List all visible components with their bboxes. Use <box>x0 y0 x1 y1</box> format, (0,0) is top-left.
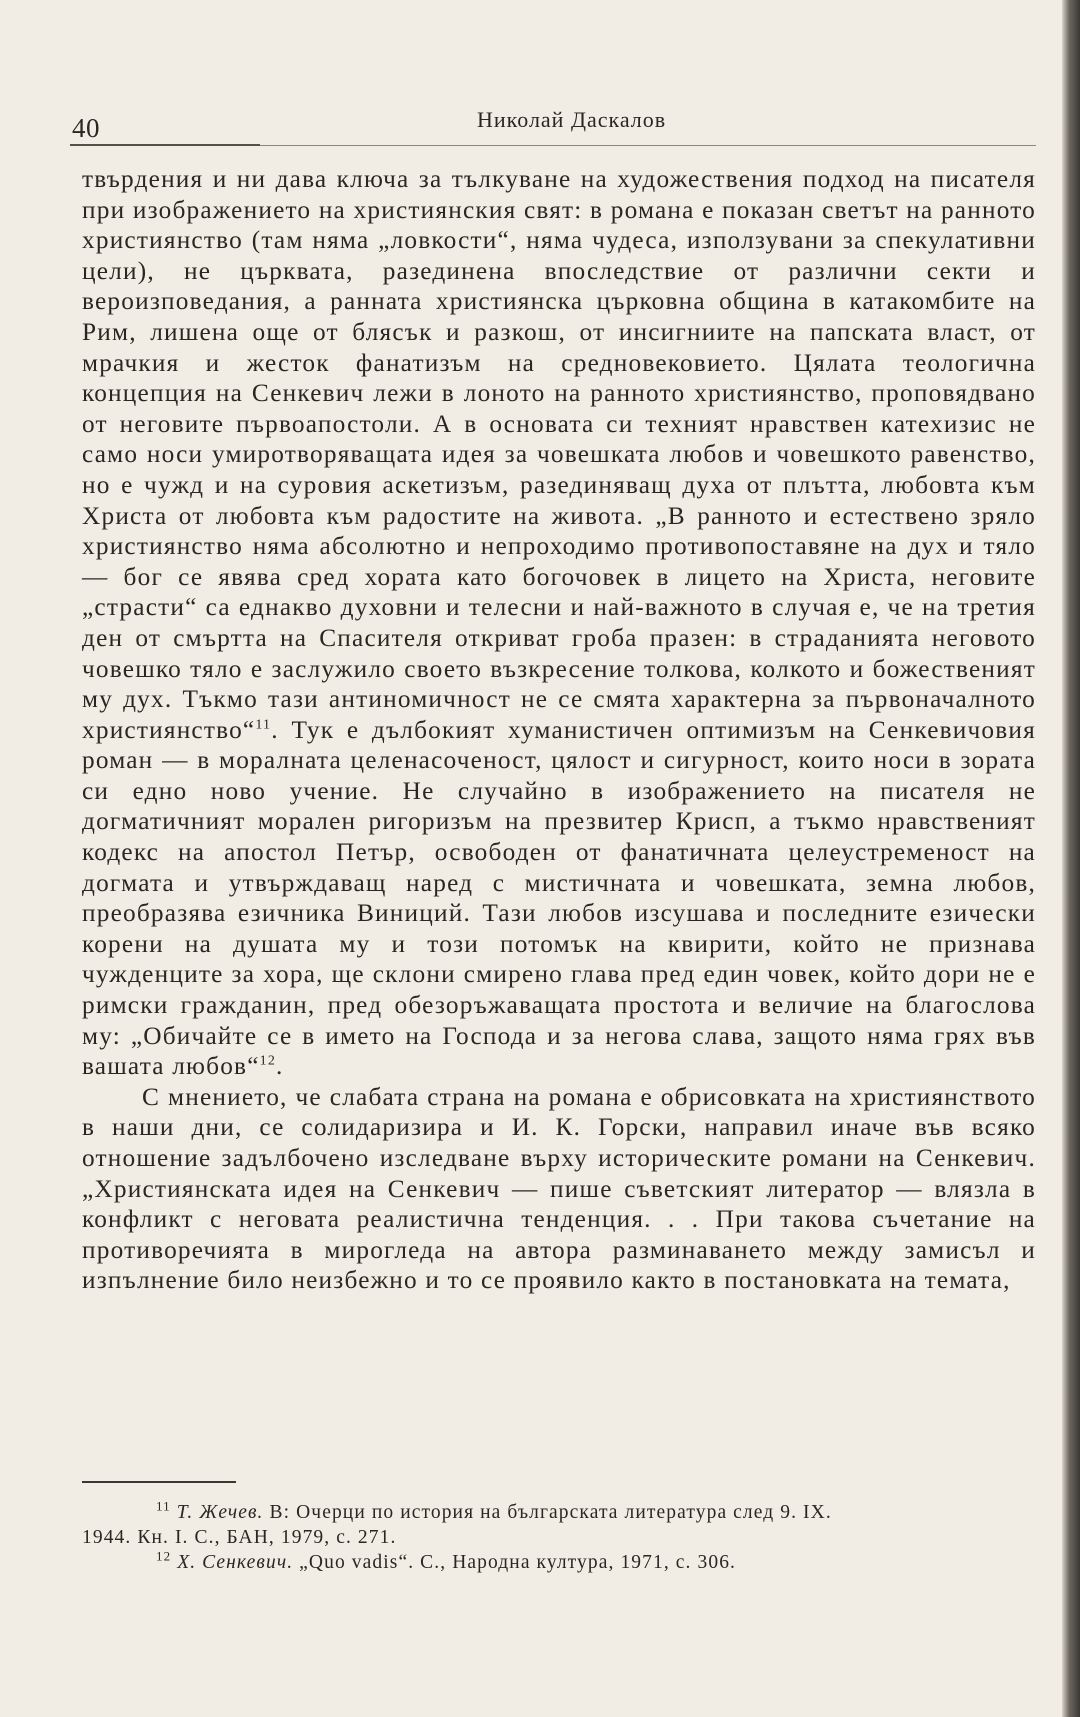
paragraph-1-part-2: . Тук е дълбокият хуманистичен оптимизъм на Сенкевичовия роман — в моралната целенасоченост, цялост и сигурност, които носи в зората си едно ново учение. Не случайно в изображението на писателя не догматичният морален ригоризъм на презвитер Крисп, а тъкмо нравственият кодекс на апостол Петър, освободен от фанатичната целеустременост на догмата и утвърждаващ наред с мистичната и човешката, земна любов, преобразява езичника Виниций. Тази любов изсушава и последните езически корени на душата му и този потомък на квирити, който не признава чужденците за хора, ще склони смирено глава пред един човек, който дори не е римски гражданин, пред обезоръжаващата простота и величие на благослова му: „Обичайте се в името на Господа и за негова слава, защото няма грях във вашата любов“ <box>82 715 1036 1081</box>
footnote-author: Х. Сенкевич. <box>177 1552 294 1573</box>
running-head-author: Николай Даскалов <box>477 107 667 132</box>
paragraph-1 <box>82 164 1036 1082</box>
footnote-number: 11 <box>156 1498 171 1514</box>
paragraph-1-part-1: твърдения и ни дава ключа за тълкуване на художествения подход на писателя при изображението на християнския свят: в романа е показан светът на ранното християнство (там няма „ловкости“, няма чудеса, използувани за спекулативни цели), не църквата, разединена впоследствие от различни секти и вероизповедания, а ранната християнска църковна община в катакомбите на Рим, лишена още от блясък и разкош, от инсигниите на папската власт, от мрачкия и жесток фанатизъм на средновековието. Цялата теологична концепция на Сенкевич лежи в лоното на ранното християнство, проповядвано от неговите първоапостоли. А в основата си техният нравствен катехизис не само носи умиротворяващата идея за човешката любов и човешкото равенство, но е чужд и на суровия аскетизъм, разединяващ духа от плътта, любовта към Христа от любовта към радостите на живота. „В ранното и естествено зряло християнство няма абсолютно и непроходимо противопоставяне на дух и тяло — бог се явява сред хората като богочовек в лицето на Христа, неговите „страсти“ са еднакво духовни и телесни и най-важното в случая е, че на третия ден от смъртта на Спасителя откриват гроба празен: в страданията неговото човешко тяло е заслужило своето възкресение толкова, колкото и божественият му дух. Тъкмо тази антиномичност не се смята характерна за първоначалното християнство“ <box>82 165 1036 744</box>
footnote-number: 12 <box>156 1548 172 1564</box>
footnote-12 <box>82 1550 1036 1575</box>
page-number: 40 <box>72 113 100 143</box>
footnote-11-line-2: 1944. Кн. I. С., БАН, 1979, с. 271. <box>82 1527 397 1548</box>
body-text <box>82 164 1036 1296</box>
paragraph-2: С мнението, че слабата страна на романа е обрисовката на християнството в наши дни, се солидаризира и И. К. Горски, направил иначе във всяко отношение задълбочено изследване върху историческите романи на Сенкевич. „Християнската идея на Сенкевич — пише съветският литератор — влязла в конфликт с неговата реалистична тенденция. . . При такова съчетание на противоречията в мирогледа на автора разминаването между замисъл и изпълнение било неизбежно и то се проявило както в постановката на темата, <box>82 1082 1036 1295</box>
page-edge-shadow <box>1062 0 1080 1717</box>
footnote-text: „Quo vadis“. С., Народна култура, 1971, с. 306. <box>293 1552 737 1573</box>
footnotes <box>82 1500 1036 1575</box>
footnote-author: Т. Жечев. <box>176 1502 264 1523</box>
footnote-rule <box>82 1481 236 1483</box>
page-header <box>72 103 1032 143</box>
footnote-ref-11[interactable]: 11 <box>255 717 272 733</box>
paragraph-1-part-3: . <box>276 1052 284 1081</box>
header-rule-accent <box>70 144 260 146</box>
footnote-text: В: Очерци по история на българската литература след 9. IX. <box>263 1502 832 1523</box>
footnote-11-line-1 <box>82 1500 1036 1525</box>
footnote-ref-12[interactable]: 12 <box>259 1053 277 1069</box>
